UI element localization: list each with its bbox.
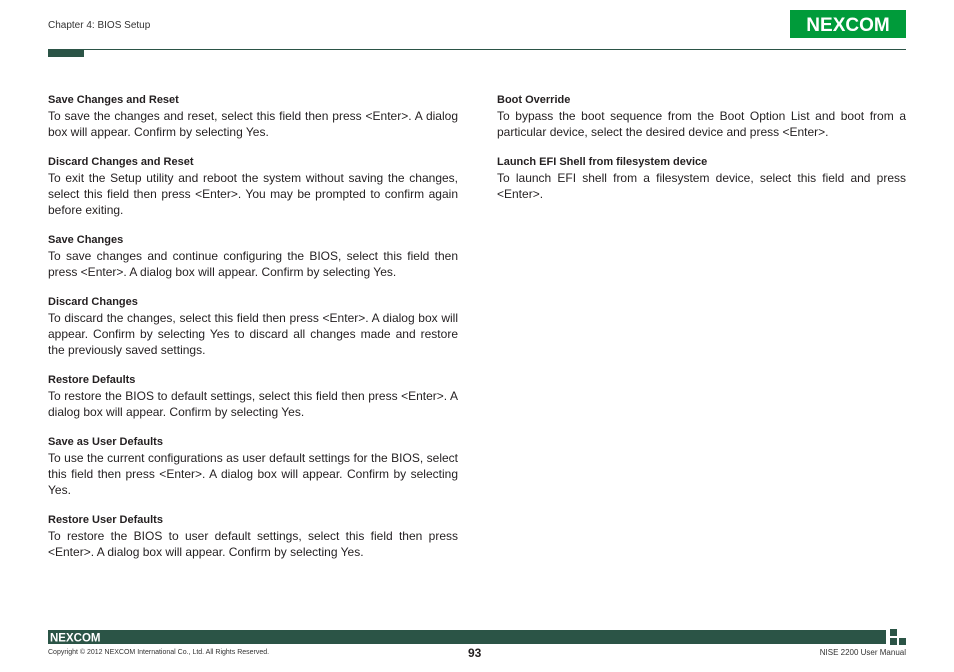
section-body: To exit the Setup utility and reboot the system without saving the changes, select this field then press <Enter>. You may be prompted to confirm again before exiting. — [48, 171, 458, 217]
nexcom-logo-text: NEXCOM — [806, 15, 890, 36]
section-discard-changes — [48, 294, 458, 358]
section-launch-efi-shell — [497, 154, 906, 202]
section-body: To use the current configurations as user default settings for the BIOS, select this field then press <Enter>. A dialog box will appear. Confirm by selecting Yes. — [48, 451, 458, 497]
section-body: To launch EFI shell from a filesystem device, select this field and press <Enter>. — [497, 171, 906, 201]
section-body: To discard the changes, select this field then press <Enter>. A dialog box will appear. Confirm by selecting Yes to discard all changes made and restore the previously saved settings. — [48, 311, 458, 357]
manual-name: NISE 2200 User Manual — [819, 648, 906, 657]
nexcom-logo — [790, 10, 906, 38]
header-tab — [48, 49, 84, 57]
chapter-title: Chapter 4: BIOS Setup — [48, 20, 151, 31]
footer-square-icon — [899, 638, 906, 645]
section-title: Restore Defaults — [48, 374, 136, 386]
header-rule — [48, 49, 906, 50]
section-save-changes-reset — [48, 92, 458, 140]
section-title: Restore User Defaults — [48, 514, 163, 526]
section-title: Launch EFI Shell from filesystem device — [497, 156, 708, 168]
section-title: Discard Changes and Reset — [48, 156, 194, 168]
section-body: To save the changes and reset, select this field then press <Enter>. A dialog box will appear. Confirm by selecting Yes. — [48, 109, 458, 139]
section-restore-user-defaults — [48, 512, 458, 560]
footer-nexcom-logo — [50, 631, 108, 643]
section-title: Save as User Defaults — [48, 436, 163, 448]
section-body: To restore the BIOS to user default settings, select this field then press <Enter>. A dialog box will appear. Confirm by selecting Yes. — [48, 529, 458, 559]
section-title: Save Changes and Reset — [48, 94, 179, 106]
section-title: Discard Changes — [48, 296, 138, 308]
section-body: To save changes and continue configuring the BIOS, select this field then press <Enter>. A dialog box will appear. Confirm by selecting Yes. — [48, 249, 458, 279]
footer-bar — [48, 630, 886, 644]
page-number: 93 — [468, 646, 482, 660]
footer-square-icon — [890, 629, 897, 636]
copyright-text: Copyright © 2012 NEXCOM International Co., Ltd. All Rights Reserved. — [48, 649, 270, 656]
left-column — [48, 92, 458, 574]
section-title: Save Changes — [48, 234, 124, 246]
footer-logo-text: NEXCOM — [50, 632, 101, 643]
section-restore-defaults — [48, 372, 458, 420]
section-save-changes — [48, 232, 458, 280]
section-boot-override — [497, 92, 906, 140]
footer-square-icon — [890, 638, 897, 645]
section-save-user-defaults — [48, 434, 458, 498]
section-discard-changes-reset — [48, 154, 458, 218]
section-body: To bypass the boot sequence from the Boot Option List and boot from a particular device, select the desired device and press <Enter>. — [497, 109, 906, 139]
section-title: Boot Override — [497, 94, 571, 106]
section-body: To restore the BIOS to default settings, select this field then press <Enter>. A dialog box will appear. Confirm by selecting Yes. — [48, 389, 458, 419]
right-column — [497, 92, 906, 216]
